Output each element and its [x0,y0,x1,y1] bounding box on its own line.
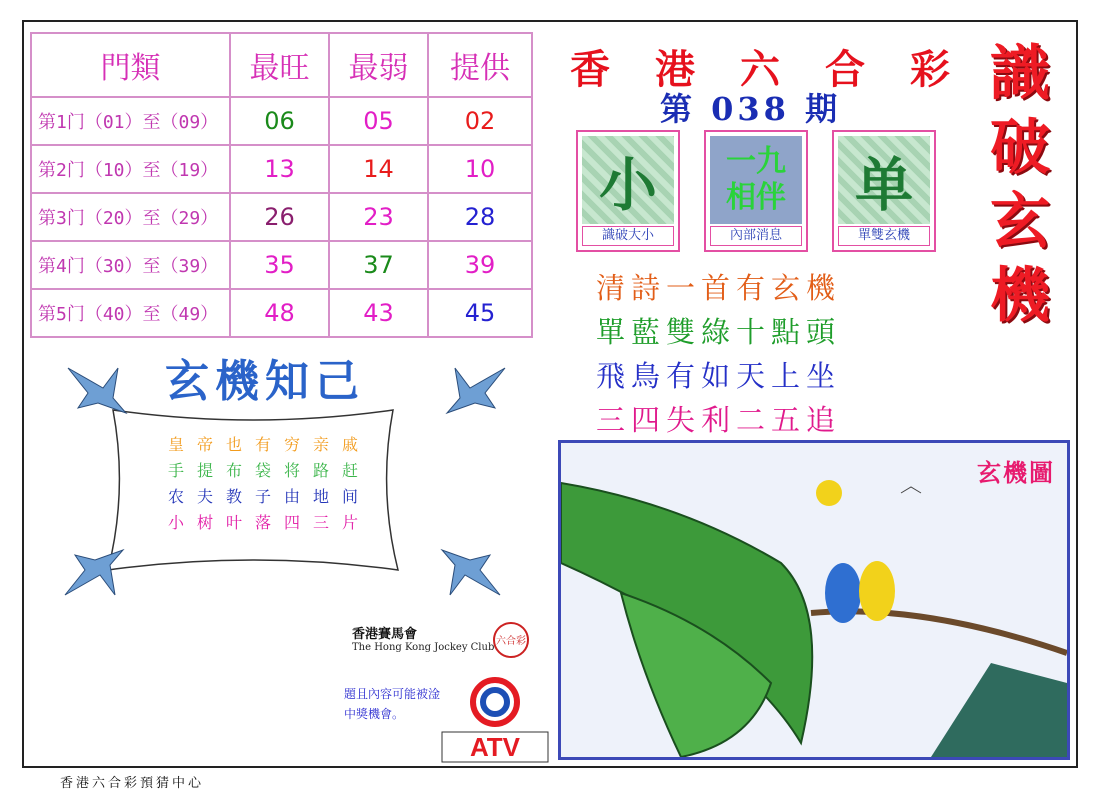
verse-line: 小树叶落四三片 [168,513,372,532]
mark-six-logo [486,620,536,660]
cell: 39 [428,241,532,289]
row-label: 第2门（10）至（19） [31,145,230,193]
tile-char: 单 [854,151,913,219]
painting-title: 玄機圖 [977,458,1055,487]
title-char: 香 [570,46,610,93]
bird-icon [55,545,125,605]
title-char: 彩 [910,46,950,93]
cell: 37 [329,241,428,289]
poem-line: 飛鳥有如天上坐 [596,359,842,393]
scroll-verses [168,432,371,536]
footer-caption: 香港六合彩預猜中心 [60,776,205,791]
scroll-title: 玄機知己 [165,356,365,407]
warning-line: 中獎機會。 [344,707,405,721]
poem-line: 單藍雙綠十點頭 [596,315,842,349]
table-row [31,145,532,193]
tile-image [710,136,802,224]
cell: 10 [428,145,532,193]
poem-line: 三四失利二五追 [596,403,842,437]
row-label: 第3门（20）至（29） [31,193,230,241]
row-label: 第4门（30）至（39） [31,241,230,289]
warning-line: 題且內容可能被淦 [344,687,441,701]
cell: 02 [428,97,532,145]
badge-text: 六合彩 [496,636,526,647]
tile-caption: 單雙玄機 [838,226,930,246]
cell: 14 [329,145,428,193]
hint-painting [558,440,1070,760]
tile-image [582,136,674,224]
hkjc-english: The Hong Kong Jockey Club [352,642,495,653]
bird-icon [440,545,510,605]
tile-image [838,136,930,224]
table-header-row [31,33,532,97]
warning-text [344,684,440,724]
verse-line: 手提布袋将路赶 [168,461,372,480]
cell: 06 [230,97,329,145]
side-char: 破 [990,113,1050,183]
side-title [980,38,1060,334]
side-char: 機 [990,261,1050,331]
cell: 13 [230,145,329,193]
hint-tile-inside [704,130,808,252]
table-row [31,97,532,145]
cell: 26 [230,193,329,241]
row-label: 第1门（01）至（09） [31,97,230,145]
title-char: 合 [825,46,865,93]
tile-line: 一九 [726,144,786,179]
cell: 23 [329,193,428,241]
verse-line: 皇帝也有穷亲戚 [168,435,372,454]
bird-icon [445,358,515,418]
tile-caption: 識破大小 [582,226,674,246]
table-row [31,241,532,289]
row-label: 第5门（40）至（49） [31,289,230,337]
poem [596,266,916,442]
col-header: 提供 [428,33,532,97]
cell: 05 [329,97,428,145]
cell: 48 [230,289,329,337]
tile-char: 小 [598,151,657,219]
cell: 28 [428,193,532,241]
atv-text: ATV [469,732,521,762]
table-row [31,193,532,241]
title-char: 港 [655,46,695,93]
atv-logo [440,670,550,765]
hint-tile-oddeven [832,130,936,252]
col-header: 門類 [31,33,230,97]
issue-number: 第 038 期 [660,90,842,128]
side-char: 玄 [990,187,1050,257]
hkjc-name: 香港賽馬會 [352,627,418,642]
bird-icon [58,358,128,418]
cell: 43 [329,289,428,337]
cell: 35 [230,241,329,289]
poem-line: 清詩一首有玄機 [596,271,842,305]
cell: 45 [428,289,532,337]
side-char: 識 [990,39,1050,109]
title-char: 六 [740,46,780,93]
prediction-table [30,32,533,338]
col-header: 最弱 [329,33,428,97]
tile-caption: 內部消息 [710,226,802,246]
table-row [31,289,532,337]
col-header: 最旺 [230,33,329,97]
hint-tile-size [576,130,680,252]
tile-line: 相伴 [726,180,786,215]
painting-illustration [561,443,1067,757]
verse-line: 农夫教子由地间 [168,487,372,506]
